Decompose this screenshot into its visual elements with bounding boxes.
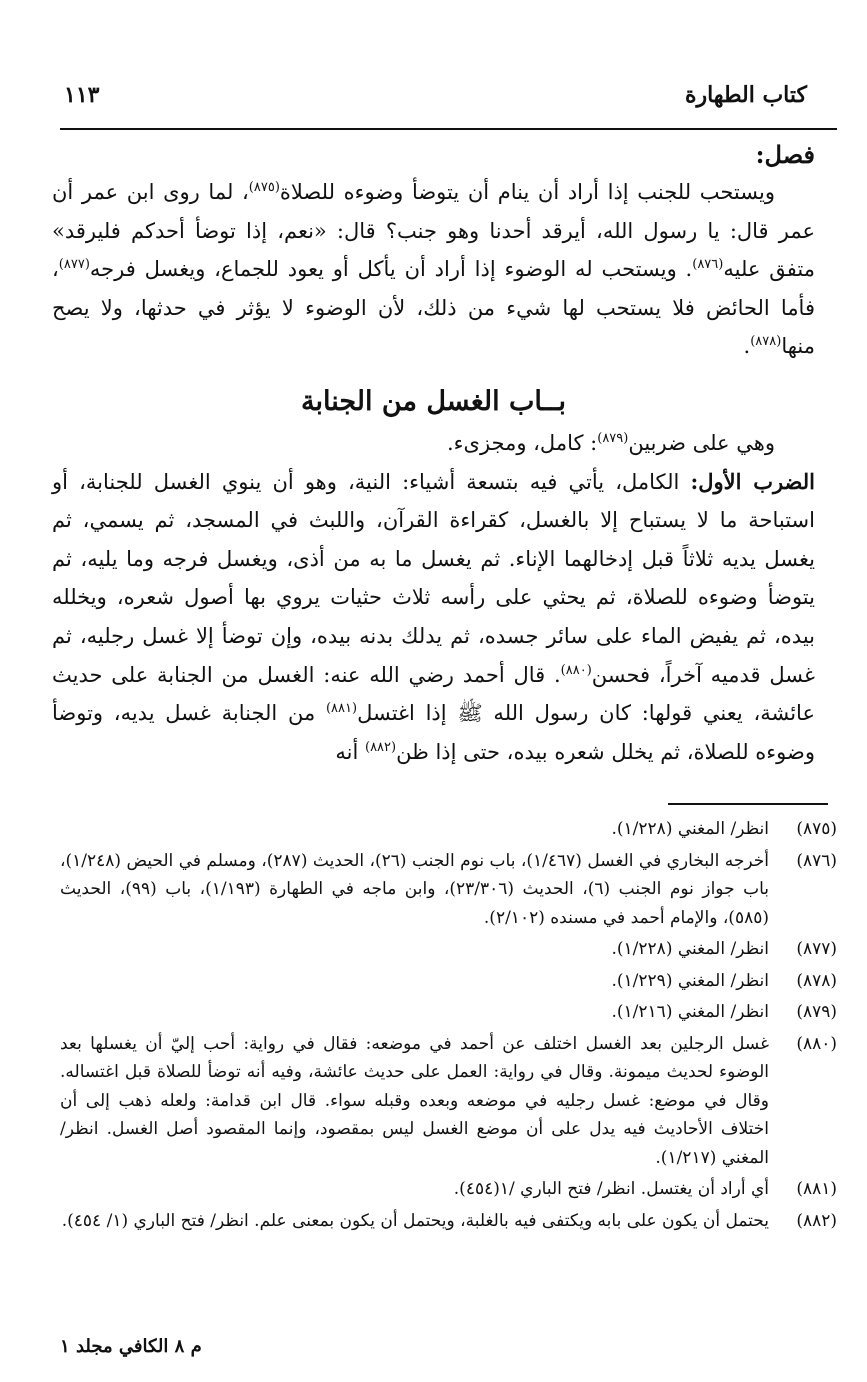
footnote-text: أي أراد أن يغتسل. انظر/ فتح الباري /١(٤٥٤). [453, 1179, 769, 1199]
footnote-number: (٨٧٥) [796, 819, 837, 839]
footnote-number: (٨٨١) [796, 1179, 837, 1199]
section-heading: فصل: [755, 140, 815, 169]
paragraph-text-2: . قال أحمد رضي الله عنه: الغسل من الجنابة على حديث عائشة، يعني قولها: كان رسول الله ﷺ إذا اغتسل [52, 662, 815, 726]
section-text-4: ، فأما الحائض فلا يستحب لها شيء من ذلك، لأن الوضوء لا يؤثر في حدثها، ولا يصح منها [52, 257, 815, 359]
chapter-intro [52, 424, 815, 463]
footnote [60, 815, 837, 844]
footnote-rule [668, 803, 828, 805]
footnotes [60, 815, 837, 1238]
footnote [60, 998, 837, 1027]
section-text-1: ويستحب للجنب إذا أراد أن ينام أن يتوضأ وضوءه للصلاة [279, 180, 775, 204]
chapter-paragraph [52, 463, 815, 772]
footnote-ref: (٨٧٦) [692, 257, 724, 273]
footnote-number: (٨٧٦) [796, 850, 837, 871]
running-title: كتاب الطهارة [684, 82, 807, 108]
footnote-ref: (٨٨٠) [560, 662, 592, 678]
main-text [52, 140, 815, 771]
paragraph-text-3: من الجنابة غسل يديه، وتوضأ وضوءه للصلاة، ثم يخلل شعره بيده، حتى إذا ظن [52, 701, 815, 764]
footnote [60, 935, 837, 964]
footnote-number: (٨٧٧) [796, 939, 837, 959]
footnote-text: انظر/ المغني (١/٢١٦). [611, 1002, 769, 1022]
chapter-intro-text: وهي على ضربين [628, 430, 775, 455]
page-header [60, 82, 807, 112]
footnote-text: انظر/ المغني (١/٢٢٩). [611, 970, 769, 991]
footnote-ref: (٨٧٥) [248, 180, 280, 195]
footnote-number: (٨٧٩) [796, 1002, 837, 1022]
footnote-text: أخرجه البخاري في الغسل (١/٤٦٧)، باب نوم الجنب (٢٦)، الحديث (٢٨٧)، ومسلم في الحيض (١/٢٤٨)، باب جواز نوم الجنب (٦)، الحديث (٢٣/٣٠٦)، وابن ماجه في الطهارة (١/١٩٣)، باب (٩٩)، الحديث (٥٨٥)، والإمام أحمد في مسنده (٢/١٠٢). [60, 850, 770, 928]
chapter-intro-text-2: : كامل، ومجزىء. [446, 430, 598, 455]
section-text-3: . ويستحب له الوضوء إذا أراد أن يأكل أو يعود للجماع، ويغسل فرجه [89, 257, 693, 282]
footnote-text: يحتمل أن يكون على بابه ويكتفى فيه بالغلبة، ويحتمل أن يكون بمعنى علم. انظر/ فتح الباري (١/ ٤٥٤). [61, 1210, 769, 1231]
paragraph-text-1: الكامل، يأتي فيه بتسعة أشياء: النية، وهو أن ينوي الغسل للجنابة، أو استباحة ما لا يستباح إلا بالغسل، كقراءة القرآن، واللبث في المسجد، ثم يسمي، ثم يغسل يديه ثلاثاً قبل إدخالهما الإناء. ثم يغسل ما به من أذى، ويغسل فرجه وما يليه، ثم يتوضأ وضوءه للصلاة، ثم يحثي على رأسه ثلاث حثيات يروي بها أصول شعره، ويخلله بيده، ثم يفيض الماء على سائر جسده، ثم يدلك بدنه بيده، وإن توضأ إلا غسل رجليه، ثم غسل قدميه آخراً، فحسن [52, 469, 815, 687]
footnote-ref: (٨٧٩) [597, 430, 629, 446]
footnote-ref: (٨٨١) [325, 701, 358, 717]
section-text-5: . [743, 334, 751, 359]
footnote [60, 1207, 837, 1236]
page-number: ١١٣ [64, 82, 100, 108]
footnote-ref: (٨٨٢) [364, 739, 397, 755]
paragraph-text-4: أنه [335, 739, 365, 764]
footnote [60, 967, 837, 996]
footnote-text: غسل الرجلين بعد الغسل اختلف عن أحمد في موضعه: فقال في رواية: أحب إليّ أن يغسلها بعد الوضوء لحديث ميمونة. وقال في رواية: العمل على حديث عائشة، وفيه أنه توضأ للصلاة قبل اغتساله. وقال في موضع: غسل رجليه في موضعه وبعده وقبله سواء. قال ابن قدامة: ولعله ذهب إلى أن اختلاف الأحاديث فيه يدل على أن موضع الغسل ليس بمقصود، وإنما المقصود أصل الغسل. انظر/ المغني (١/٢١٧). [60, 1033, 769, 1168]
footnote-ref: (٨٧٨) [750, 334, 782, 350]
footnote-text: انظر/ المغني (١/٢٢٨). [611, 939, 769, 959]
signature-text: م ٨ الكافي مجلد ١ [60, 1336, 202, 1357]
chapter-title: بــاب الغسل من الجنابة [300, 385, 566, 417]
footnote-number: (٨٨٠) [796, 1033, 837, 1054]
footnote-number: (٨٧٨) [796, 970, 837, 991]
footnote-text: انظر/ المغني (١/٢٢٨). [611, 819, 769, 839]
footnote-number: (٨٨٢) [796, 1210, 837, 1231]
header-rule [60, 128, 837, 130]
footnote [60, 1030, 837, 1173]
footnote-ref: (٨٧٧) [58, 257, 90, 273]
page-signature [0, 1336, 867, 1357]
footnote [60, 847, 837, 933]
section-paragraph [52, 173, 815, 366]
footnote [60, 1175, 837, 1204]
section-text-2: ، لما روى ابن عمر أن عمر قال: يا رسول الله، أيرقد أحدنا وهو جنب؟ قال: «نعم، إذا توضأ أحدكم فليرقد» متفق عليه [52, 180, 815, 282]
paragraph-lead: الضرب الأول: [690, 468, 816, 494]
